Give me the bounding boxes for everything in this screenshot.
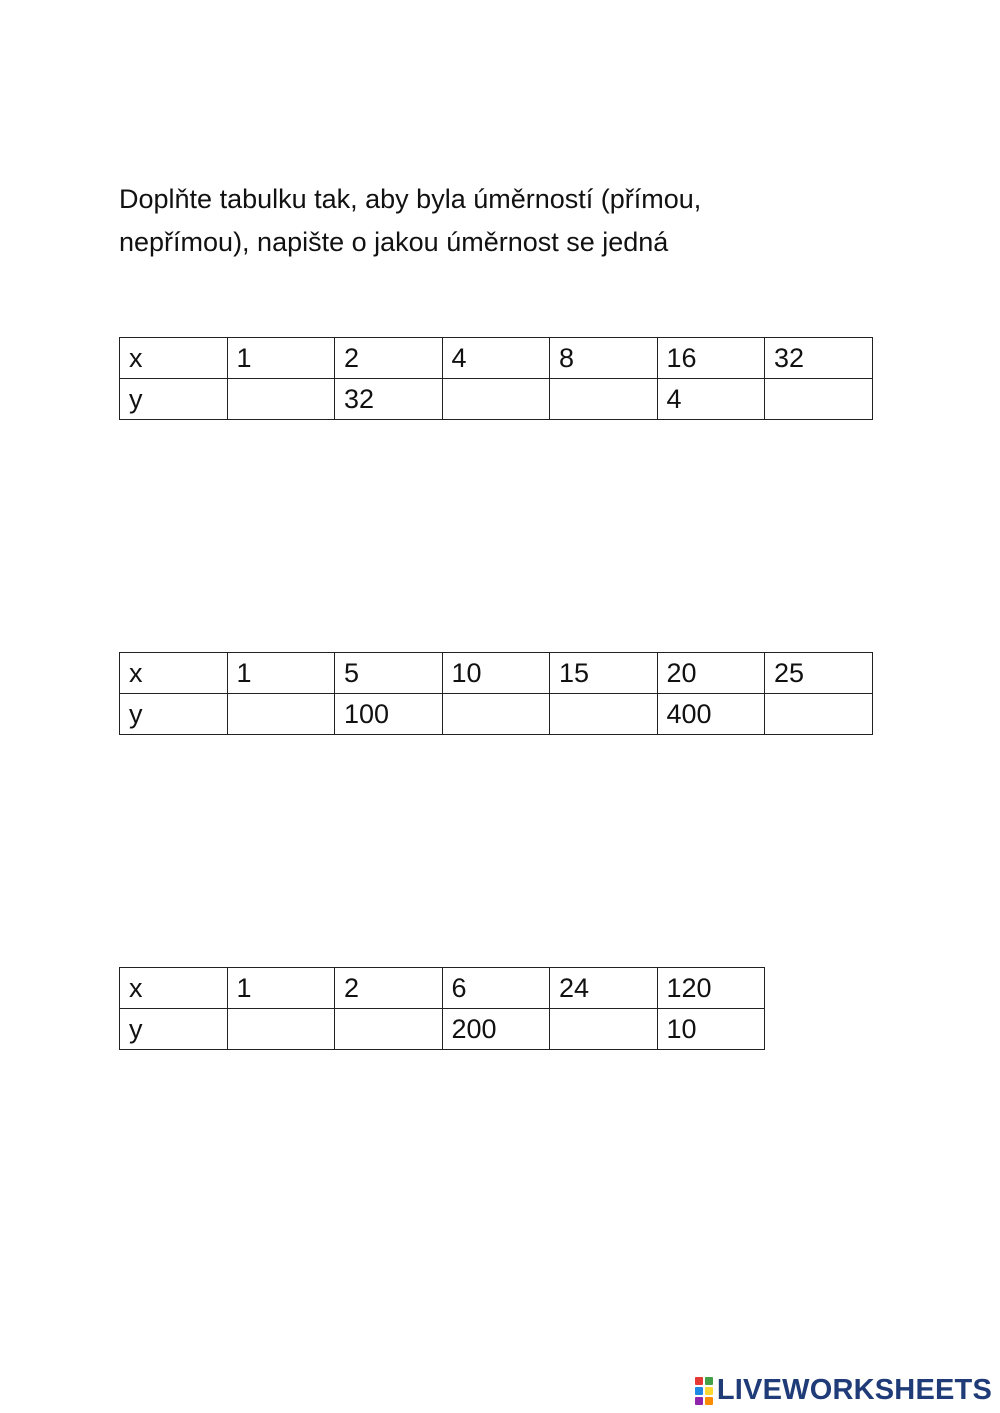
table-cell: 32 <box>335 379 443 420</box>
answer-cell[interactable] <box>550 379 658 420</box>
answer-cell[interactable] <box>442 379 550 420</box>
table-cell: 1 <box>227 968 335 1009</box>
table-cell: 16 <box>657 338 765 379</box>
table-row-x <box>120 968 765 1009</box>
table-cell: 5 <box>335 653 443 694</box>
table-cell: 4 <box>442 338 550 379</box>
table-cell: 2 <box>335 968 443 1009</box>
answer-cell[interactable] <box>765 379 873 420</box>
table-cell: y <box>120 1009 228 1050</box>
logo-square <box>695 1397 703 1405</box>
instructions-line-1: Doplňte tabulku tak, aby byla úměrností (přímou, <box>119 184 702 214</box>
table-cell: 100 <box>335 694 443 735</box>
table-cell: 32 <box>765 338 873 379</box>
proportion-table-3 <box>119 967 765 1050</box>
table-row-y <box>120 1009 765 1050</box>
answer-cell[interactable] <box>765 694 873 735</box>
logo-square <box>695 1377 703 1385</box>
liveworksheets-logo-icon <box>695 1377 713 1405</box>
answer-cell[interactable] <box>227 1009 335 1050</box>
table-cell: 1 <box>227 338 335 379</box>
table-cell: 120 <box>657 968 765 1009</box>
table-cell: 2 <box>335 338 443 379</box>
answer-cell[interactable] <box>550 1009 658 1050</box>
table-cell: 8 <box>550 338 658 379</box>
table-cell: x <box>120 338 228 379</box>
answer-cell[interactable] <box>335 1009 443 1050</box>
table-cell: 4 <box>657 379 765 420</box>
table-cell: 400 <box>657 694 765 735</box>
table-cell: x <box>120 653 228 694</box>
table-cell: x <box>120 968 228 1009</box>
table-row-y <box>120 694 873 735</box>
table-cell: 25 <box>765 653 873 694</box>
logo-square <box>695 1387 703 1395</box>
logo-square <box>705 1377 713 1385</box>
table-cell: 10 <box>657 1009 765 1050</box>
table-row-x <box>120 653 873 694</box>
logo-square <box>705 1387 713 1395</box>
proportion-table-2 <box>119 652 873 735</box>
table-cell: 20 <box>657 653 765 694</box>
table-cell: y <box>120 694 228 735</box>
table-cell: 6 <box>442 968 550 1009</box>
instructions <box>119 178 879 264</box>
brand-text: LIVEWORKSHEETS <box>716 1374 992 1406</box>
proportion-table-1 <box>119 337 873 420</box>
logo-square <box>705 1397 713 1405</box>
answer-cell[interactable] <box>227 694 335 735</box>
table-cell: 200 <box>442 1009 550 1050</box>
table-cell: 1 <box>227 653 335 694</box>
table-cell: 15 <box>550 653 658 694</box>
table-row-x <box>120 338 873 379</box>
answer-cell[interactable] <box>227 379 335 420</box>
liveworksheets-brand <box>695 1374 992 1407</box>
instructions-line-2: nepřímou), napište o jakou úměrnost se jedná <box>119 227 669 257</box>
table-cell: y <box>120 379 228 420</box>
answer-cell[interactable] <box>550 694 658 735</box>
table-cell: 10 <box>442 653 550 694</box>
table-cell: 24 <box>550 968 658 1009</box>
answer-cell[interactable] <box>442 694 550 735</box>
table-row-y <box>120 379 873 420</box>
